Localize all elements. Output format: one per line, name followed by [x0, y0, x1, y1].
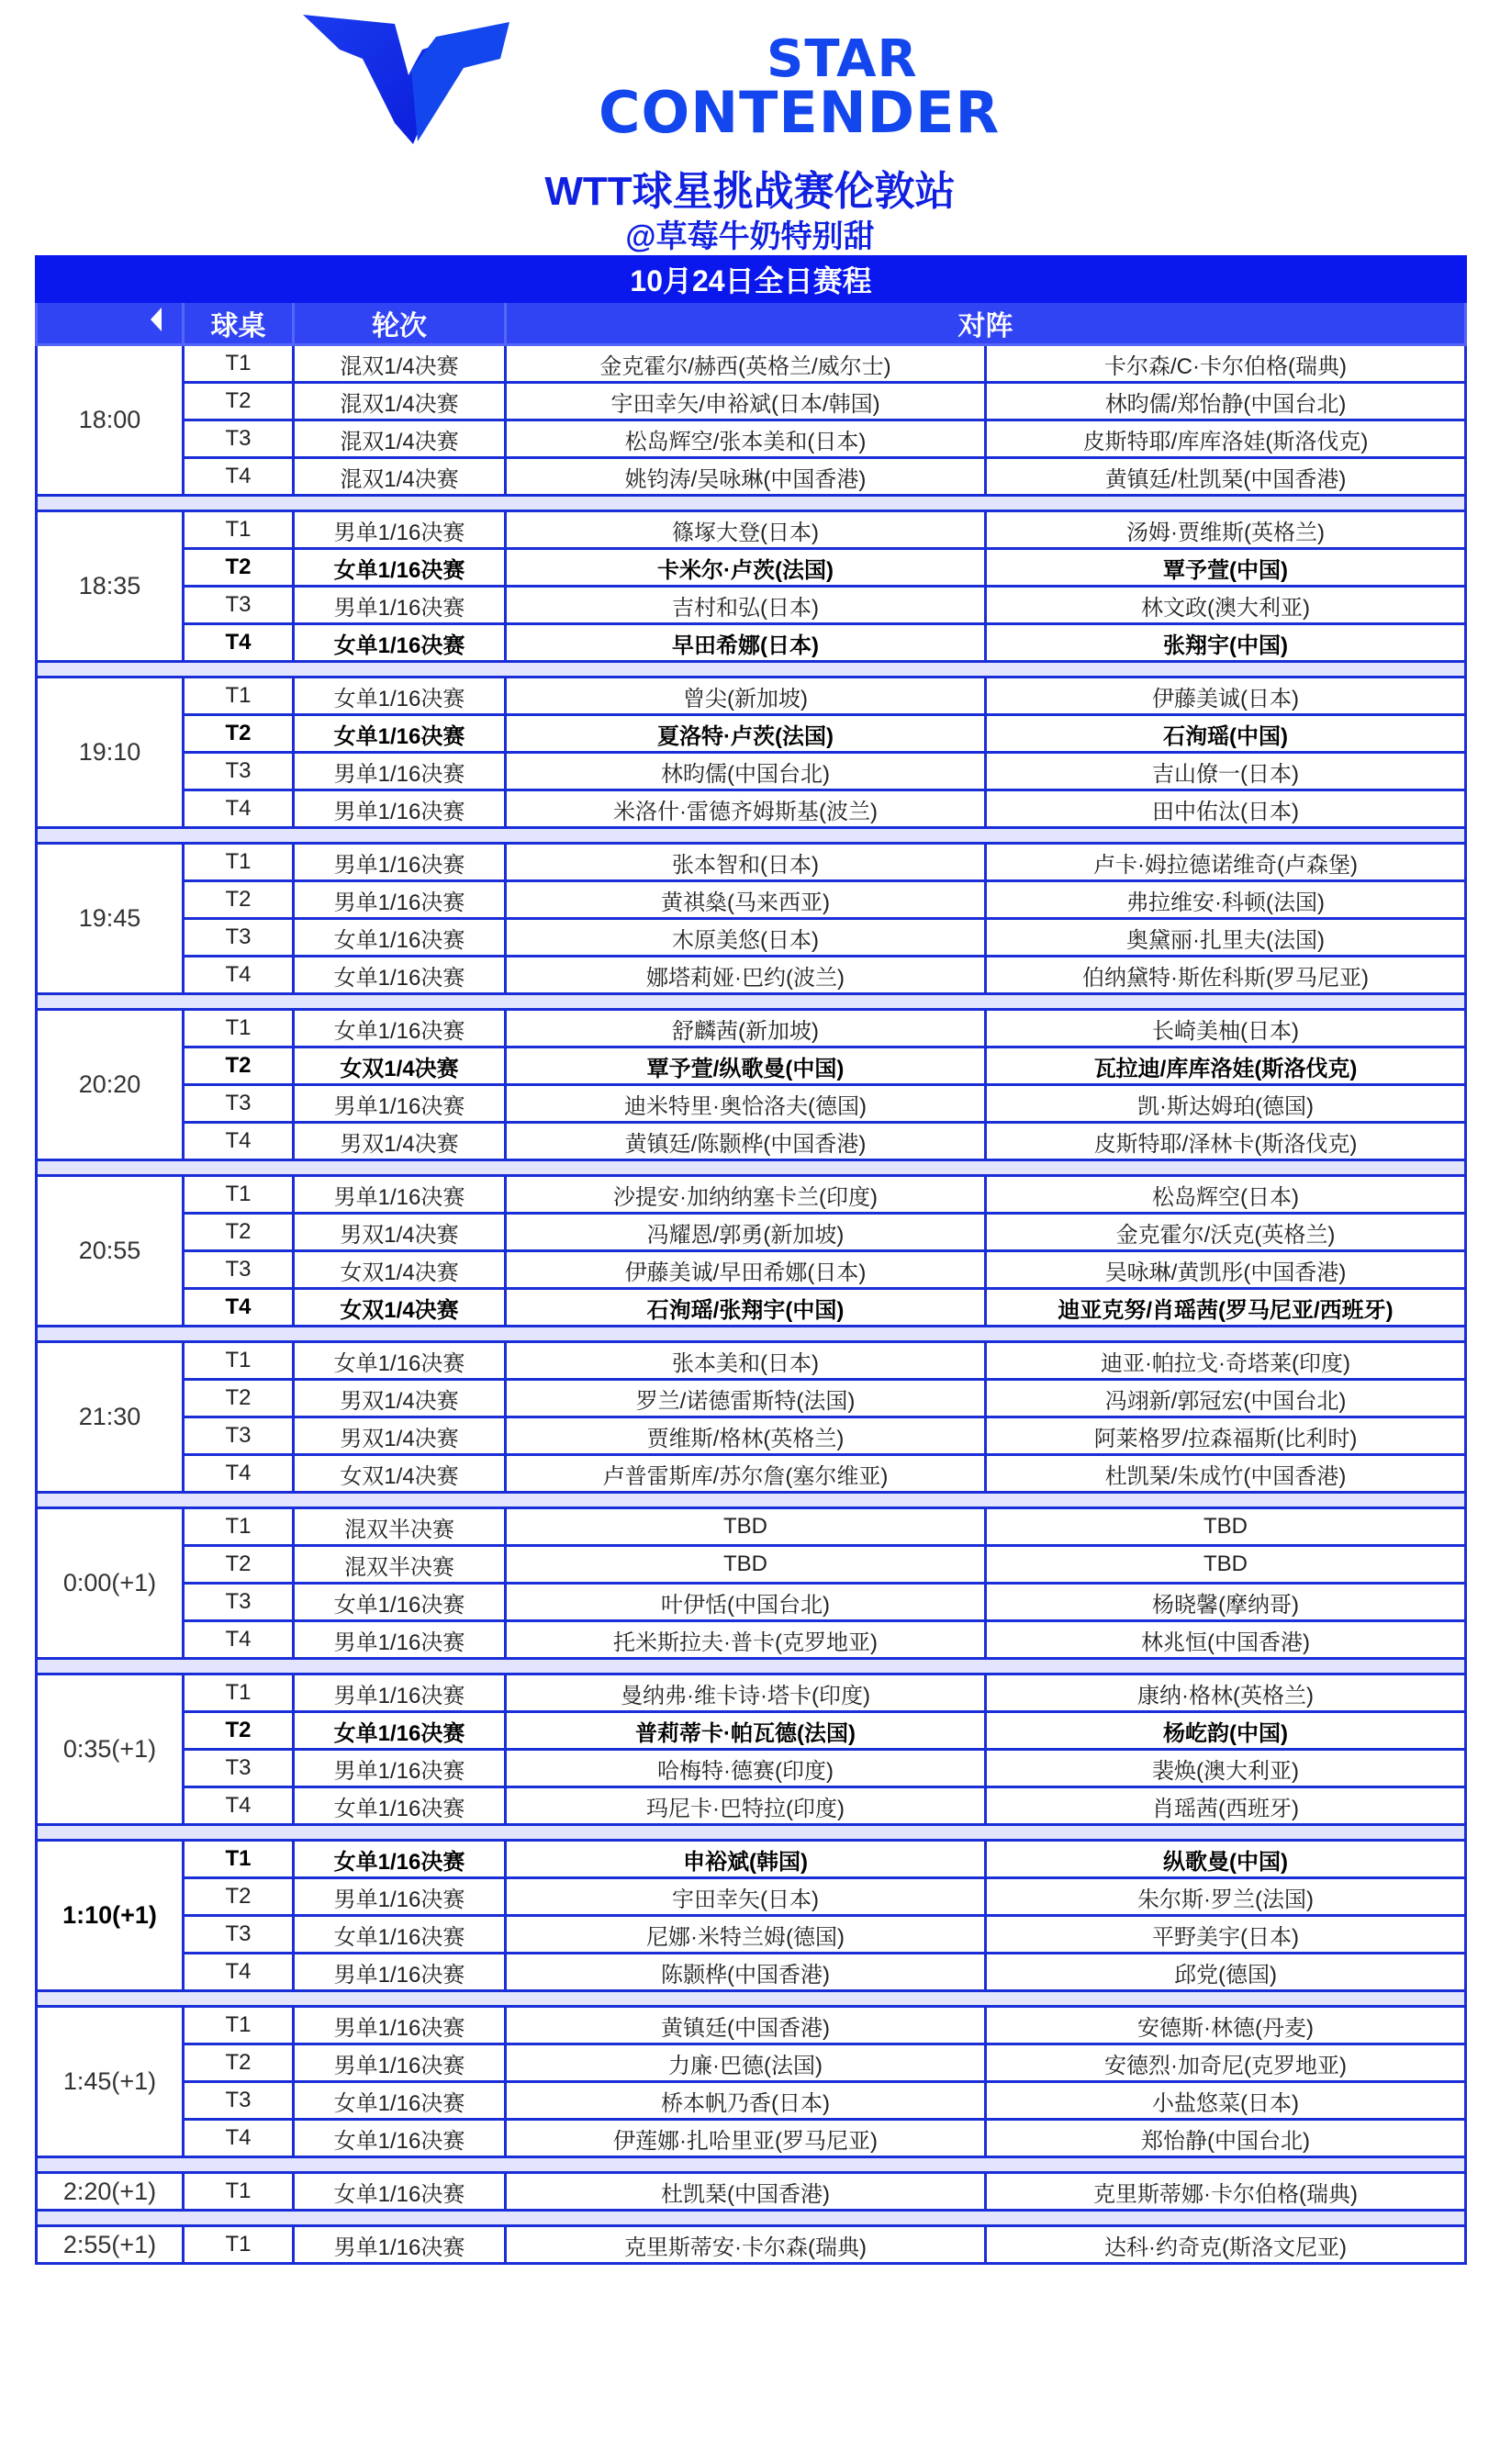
table-number: T1: [184, 678, 294, 715]
round: 女单1/16决赛: [294, 2120, 506, 2157]
match-row: [37, 844, 1466, 881]
table-number: T2: [184, 881, 294, 919]
round: 混双1/4决赛: [294, 458, 506, 496]
player-1: 吉村和弘(日本): [506, 587, 986, 624]
player-1: TBD: [506, 1508, 986, 1546]
match-row: [37, 2226, 1466, 2264]
table-number: T1: [184, 844, 294, 881]
match-row: [37, 753, 1466, 790]
group-separator: [37, 2211, 1466, 2226]
round: 女双1/4决赛: [294, 1251, 506, 1289]
round: 男双1/4决赛: [294, 1380, 506, 1417]
separator-cell: [37, 662, 1466, 678]
player-1: 陈颢桦(中国香港): [506, 1954, 986, 1991]
group-separator: [37, 1327, 1466, 1342]
player-1: 罗兰/诺德雷斯特(法国): [506, 1380, 986, 1417]
round: 女单1/16决赛: [294, 1712, 506, 1750]
round: 男双1/4决赛: [294, 1123, 506, 1160]
match-row: [37, 1455, 1466, 1493]
group-separator: [37, 2157, 1466, 2173]
table-number: T4: [184, 624, 294, 662]
table-number: T2: [184, 549, 294, 587]
match-row: [37, 2082, 1466, 2120]
round: 女单1/16决赛: [294, 1010, 506, 1047]
match-row: [37, 1010, 1466, 1047]
player-2: 郑怡静(中国台北): [986, 2120, 1466, 2157]
time-slot: 18:00: [37, 345, 184, 496]
table-number: T2: [184, 2044, 294, 2082]
schedule-title: 10月24日全日赛程: [37, 257, 1466, 302]
group-separator: [37, 1991, 1466, 2007]
round: 男单1/16决赛: [294, 753, 506, 790]
match-row: [37, 2120, 1466, 2157]
time-slot: 1:10(+1): [37, 1841, 184, 1991]
round: 混双1/4决赛: [294, 420, 506, 458]
player-1: 托米斯拉夫·普卡(克罗地亚): [506, 1621, 986, 1659]
player-2: 金克霍尔/沃克(英格兰): [986, 1214, 1466, 1251]
table-number: T4: [184, 1123, 294, 1160]
table-number: T2: [184, 1047, 294, 1085]
player-2: 阿莱格罗/拉森福斯(比利时): [986, 1417, 1466, 1455]
time-slot: 0:00(+1): [37, 1508, 184, 1659]
player-1: 黄镇廷/陈颢桦(中国香港): [506, 1123, 986, 1160]
player-2: 裴焕(澳大利亚): [986, 1750, 1466, 1787]
player-1: 伊藤美诚/早田希娜(日本): [506, 1251, 986, 1289]
time-slot: 1:45(+1): [37, 2007, 184, 2157]
match-row: [37, 1289, 1466, 1327]
match-row: [37, 2173, 1466, 2211]
separator-cell: [37, 828, 1466, 844]
table-number: T1: [184, 1342, 294, 1380]
table-number: T1: [184, 2007, 294, 2044]
round: 男单1/16决赛: [294, 790, 506, 828]
player-1: 石洵瑶/张翔宇(中国): [506, 1289, 986, 1327]
player-2: 朱尔斯·罗兰(法国): [986, 1878, 1466, 1916]
player-2: 瓦拉迪/库库洛娃(斯洛伐克): [986, 1047, 1466, 1085]
table-number: T4: [184, 458, 294, 496]
player-2: 冯翊新/郭冠宏(中国台北): [986, 1380, 1466, 1417]
player-2: 石洵瑶(中国): [986, 715, 1466, 753]
collapse-arrow-header[interactable]: [37, 302, 184, 345]
separator-cell: [37, 496, 1466, 511]
player-1: 米洛什·雷德齐姆斯基(波兰): [506, 790, 986, 828]
round: 男单1/16决赛: [294, 1621, 506, 1659]
round: 混双半决赛: [294, 1546, 506, 1584]
group-separator: [37, 1825, 1466, 1841]
player-1: 曼纳弗·维卡诗·塔卡(印度): [506, 1674, 986, 1712]
player-2: 纵歌曼(中国): [986, 1841, 1466, 1878]
player-2: 伊藤美诚(日本): [986, 678, 1466, 715]
table-number: T1: [184, 2226, 294, 2264]
table-number: T3: [184, 1085, 294, 1123]
player-1: 曾尖(新加坡): [506, 678, 986, 715]
group-separator: [37, 1659, 1466, 1674]
round: 女单1/16决赛: [294, 1584, 506, 1621]
group-separator: [37, 828, 1466, 844]
table-number: T3: [184, 420, 294, 458]
table-number: T2: [184, 1214, 294, 1251]
round: 女双1/4决赛: [294, 1289, 506, 1327]
round: 男单1/16决赛: [294, 2044, 506, 2082]
match-row: [37, 1674, 1466, 1712]
player-2: 松岛辉空(日本): [986, 1176, 1466, 1214]
match-row: [37, 1417, 1466, 1455]
match-row: [37, 1712, 1466, 1750]
table-number: T2: [184, 715, 294, 753]
time-slot: 2:20(+1): [37, 2173, 184, 2211]
player-2: 汤姆·贾维斯(英格兰): [986, 511, 1466, 549]
table-number: T4: [184, 2120, 294, 2157]
player-2: 覃予萱(中国): [986, 549, 1466, 587]
group-separator: [37, 496, 1466, 511]
player-2: 林文政(澳大利亚): [986, 587, 1466, 624]
match-row: [37, 1047, 1466, 1085]
player-1: 力廉·巴德(法国): [506, 2044, 986, 2082]
time-slot: 20:20: [37, 1010, 184, 1160]
player-1: 克里斯蒂安·卡尔森(瑞典): [506, 2226, 986, 2264]
table-number: T2: [184, 1380, 294, 1417]
player-1: 覃予萱/纵歌曼(中国): [506, 1047, 986, 1085]
separator-cell: [37, 2157, 1466, 2173]
separator-cell: [37, 1493, 1466, 1508]
player-2: 林兆恒(中国香港): [986, 1621, 1466, 1659]
player-1: 卡米尔·卢茨(法国): [506, 549, 986, 587]
match-row: [37, 1380, 1466, 1417]
player-1: 张本智和(日本): [506, 844, 986, 881]
table-number: T2: [184, 1546, 294, 1584]
table-number: T3: [184, 1750, 294, 1787]
match-row: [37, 1342, 1466, 1380]
round: 男单1/16决赛: [294, 2226, 506, 2264]
player-1: 林昀儒(中国台北): [506, 753, 986, 790]
player-1: 宇田幸矢/申裕斌(日本/韩国): [506, 383, 986, 420]
player-2: 小盐悠菜(日本): [986, 2082, 1466, 2120]
round: 混双1/4决赛: [294, 345, 506, 383]
match-row: [37, 1123, 1466, 1160]
time-slot: 18:35: [37, 511, 184, 662]
table-number: T3: [184, 1417, 294, 1455]
player-2: 卢卡·姆拉德诺维奇(卢森堡): [986, 844, 1466, 881]
table-number: T2: [184, 1878, 294, 1916]
player-2: 凯·斯达姆珀(德国): [986, 1085, 1466, 1123]
round: 女单1/16决赛: [294, 715, 506, 753]
match-row: [37, 511, 1466, 549]
match-row: [37, 420, 1466, 458]
player-2: 卡尔森/C·卡尔伯格(瑞典): [986, 345, 1466, 383]
player-2: 奥黛丽·扎里夫(法国): [986, 919, 1466, 957]
table-number: T1: [184, 345, 294, 383]
match-row: [37, 1621, 1466, 1659]
player-1: 舒麟茜(新加坡): [506, 1010, 986, 1047]
group-separator: [37, 662, 1466, 678]
player-2: 杨晓馨(摩纳哥): [986, 1584, 1466, 1621]
match-row: [37, 919, 1466, 957]
time-slot: 0:35(+1): [37, 1674, 184, 1825]
round: 男双1/4决赛: [294, 1214, 506, 1251]
player-1: 黄镇廷(中国香港): [506, 2007, 986, 2044]
group-separator: [37, 1160, 1466, 1176]
player-2: 田中佑汰(日本): [986, 790, 1466, 828]
player-2: 杨屹韵(中国): [986, 1712, 1466, 1750]
table-number: T4: [184, 1621, 294, 1659]
table-number: T1: [184, 511, 294, 549]
match-row: [37, 1584, 1466, 1621]
match-row: [37, 383, 1466, 420]
round: 男单1/16决赛: [294, 844, 506, 881]
round: 男单1/16决赛: [294, 511, 506, 549]
table-number: T4: [184, 1787, 294, 1825]
round: 男单1/16决赛: [294, 1176, 506, 1214]
match-row: [37, 957, 1466, 994]
table-number: T1: [184, 1674, 294, 1712]
header-round: 轮次: [294, 302, 506, 345]
player-2: 黄镇廷/杜凯琹(中国香港): [986, 458, 1466, 496]
round: 男单1/16决赛: [294, 1085, 506, 1123]
match-row: [37, 881, 1466, 919]
player-2: 吉山僚一(日本): [986, 753, 1466, 790]
match-row: [37, 1508, 1466, 1546]
table-number: T1: [184, 1176, 294, 1214]
match-row: [37, 1085, 1466, 1123]
match-row: [37, 1214, 1466, 1251]
round: 男单1/16决赛: [294, 881, 506, 919]
match-row: [37, 1954, 1466, 1991]
separator-cell: [37, 1160, 1466, 1176]
player-2: 康纳·格林(英格兰): [986, 1674, 1466, 1712]
header-matchup: 对阵: [506, 302, 1466, 345]
player-1: 娜塔莉娅·巴约(波兰): [506, 957, 986, 994]
player-2: 吴咏琳/黄凯彤(中国香港): [986, 1251, 1466, 1289]
match-row: [37, 2007, 1466, 2044]
player-2: 迪亚·帕拉戈·奇塔莱(印度): [986, 1342, 1466, 1380]
player-2: 长崎美柚(日本): [986, 1010, 1466, 1047]
round: 男单1/16决赛: [294, 1750, 506, 1787]
round: 男单1/16决赛: [294, 587, 506, 624]
player-1: 叶伊恬(中国台北): [506, 1584, 986, 1621]
player-1: 贾维斯/格林(英格兰): [506, 1417, 986, 1455]
player-1: 伊莲娜·扎哈里亚(罗马尼亚): [506, 2120, 986, 2157]
time-slot: 2:55(+1): [37, 2226, 184, 2264]
round: 女单1/16决赛: [294, 624, 506, 662]
player-1: 松岛辉空/张本美和(日本): [506, 420, 986, 458]
header-table: 球桌: [184, 302, 294, 345]
round: 女单1/16决赛: [294, 1916, 506, 1954]
player-2: 伯纳黛特·斯佐科斯(罗马尼亚): [986, 957, 1466, 994]
player-2: 杜凯琹/朱成竹(中国香港): [986, 1455, 1466, 1493]
table-number: T2: [184, 383, 294, 420]
table-number: T1: [184, 1508, 294, 1546]
player-1: 金克霍尔/赫西(英格兰/威尔士): [506, 345, 986, 383]
separator-cell: [37, 2211, 1466, 2226]
player-1: 申裕斌(韩国): [506, 1841, 986, 1878]
match-row: [37, 715, 1466, 753]
player-1: 姚钧涛/吴咏琳(中国香港): [506, 458, 986, 496]
player-2: TBD: [986, 1546, 1466, 1584]
table-number: T1: [184, 1010, 294, 1047]
group-separator: [37, 1493, 1466, 1508]
player-1: 宇田幸矢(日本): [506, 1878, 986, 1916]
round: 男单1/16决赛: [294, 1674, 506, 1712]
table-number: T3: [184, 919, 294, 957]
logo-v-wing: [411, 22, 509, 141]
player-1: 迪米特里·奥恰洛夫(德国): [506, 1085, 986, 1123]
table-number: T2: [184, 1712, 294, 1750]
table-number: T3: [184, 2082, 294, 2120]
table-number: T3: [184, 753, 294, 790]
round: 混双1/4决赛: [294, 383, 506, 420]
time-slot: 21:30: [37, 1342, 184, 1493]
time-slot: 20:55: [37, 1176, 184, 1327]
separator-cell: [37, 994, 1466, 1010]
table-number: T3: [184, 1251, 294, 1289]
player-2: 克里斯蒂娜·卡尔伯格(瑞典): [986, 2173, 1466, 2211]
table-number: T1: [184, 2173, 294, 2211]
player-2: 安德斯·林德(丹麦): [986, 2007, 1466, 2044]
match-row: [37, 549, 1466, 587]
round: 女单1/16决赛: [294, 1342, 506, 1380]
player-1: 沙提安·加纳纳塞卡兰(印度): [506, 1176, 986, 1214]
time-slot: 19:10: [37, 678, 184, 828]
player-1: 篠塚大登(日本): [506, 511, 986, 549]
player-2: TBD: [986, 1508, 1466, 1546]
match-row: [37, 2044, 1466, 2082]
arrow-left-icon: [151, 308, 162, 331]
player-2: 邱党(德国): [986, 1954, 1466, 1991]
match-row: [37, 1546, 1466, 1584]
round: 男双1/4决赛: [294, 1417, 506, 1455]
player-2: 弗拉维安·科顿(法国): [986, 881, 1466, 919]
player-1: 黄祺燊(马来西亚): [506, 881, 986, 919]
player-2: 达科·约奇克(斯洛文尼亚): [986, 2226, 1466, 2264]
round: 女单1/16决赛: [294, 2173, 506, 2211]
player-1: 卢普雷斯库/苏尔詹(塞尔维亚): [506, 1455, 986, 1493]
round: 女单1/16决赛: [294, 957, 506, 994]
match-row: [37, 1916, 1466, 1954]
player-1: 普莉蒂卡·帕瓦德(法国): [506, 1712, 986, 1750]
round: 男单1/16决赛: [294, 1878, 506, 1916]
player-1: 玛尼卡·巴特拉(印度): [506, 1787, 986, 1825]
round: 女单1/16决赛: [294, 919, 506, 957]
separator-cell: [37, 1825, 1466, 1841]
match-row: [37, 1251, 1466, 1289]
round: 女双1/4决赛: [294, 1047, 506, 1085]
player-2: 安德烈·加奇尼(克罗地亚): [986, 2044, 1466, 2082]
player-2: 平野美宇(日本): [986, 1916, 1466, 1954]
table-number: T1: [184, 1841, 294, 1878]
round: 男单1/16决赛: [294, 1954, 506, 1991]
player-2: 皮斯特耶/库库洛娃(斯洛伐克): [986, 420, 1466, 458]
table-number: T4: [184, 1455, 294, 1493]
round: 男单1/16决赛: [294, 2007, 506, 2044]
player-1: 桥本帆乃香(日本): [506, 2082, 986, 2120]
player-1: 张本美和(日本): [506, 1342, 986, 1380]
player-1: 早田希娜(日本): [506, 624, 986, 662]
separator-cell: [37, 1327, 1466, 1342]
table-number: T4: [184, 1954, 294, 1991]
player-2: 张翔宇(中国): [986, 624, 1466, 662]
round: 混双半决赛: [294, 1508, 506, 1546]
page-title: WTT球星挑战赛伦敦站: [544, 169, 956, 214]
match-row: [37, 1878, 1466, 1916]
player-1: 哈梅特·德赛(印度): [506, 1750, 986, 1787]
player-1: 尼娜·米特兰姆(德国): [506, 1916, 986, 1954]
logo-contender-text: CONTENDER: [599, 79, 1001, 146]
player-1: 冯耀恩/郭勇(新加坡): [506, 1214, 986, 1251]
match-row: [37, 587, 1466, 624]
table-number: T4: [184, 790, 294, 828]
match-row: [37, 624, 1466, 662]
round: 女单1/16决赛: [294, 1787, 506, 1825]
player-2: 林昀儒/郑怡静(中国台北): [986, 383, 1466, 420]
player-1: 木原美悠(日本): [506, 919, 986, 957]
schedule-table: [35, 255, 1467, 2265]
player-1: 杜凯琹(中国香港): [506, 2173, 986, 2211]
match-row: [37, 678, 1466, 715]
match-row: [37, 790, 1466, 828]
player-1: 夏洛特·卢茨(法国): [506, 715, 986, 753]
match-row: [37, 1787, 1466, 1825]
table-number: T3: [184, 1916, 294, 1954]
player-2: 皮斯特耶/泽林卡(斯洛伐克): [986, 1123, 1466, 1160]
separator-cell: [37, 1659, 1466, 1674]
group-separator: [37, 994, 1466, 1010]
separator-cell: [37, 1991, 1466, 2007]
round: 女单1/16决赛: [294, 549, 506, 587]
player-2: 迪亚克努/肖瑶茜(罗马尼亚/西班牙): [986, 1289, 1466, 1327]
logo-star-text: STAR: [767, 29, 918, 89]
table-number: T4: [184, 957, 294, 994]
author-handle: @草莓牛奶特别甜: [625, 219, 875, 254]
round: 女单1/16决赛: [294, 2082, 506, 2120]
table-number: T3: [184, 587, 294, 624]
round: 女单1/16决赛: [294, 678, 506, 715]
player-2: 肖瑶茜(西班牙): [986, 1787, 1466, 1825]
time-slot: 19:45: [37, 844, 184, 994]
table-number: T3: [184, 1584, 294, 1621]
match-row: [37, 1841, 1466, 1878]
match-row: [37, 345, 1466, 383]
round: 女双1/4决赛: [294, 1455, 506, 1493]
match-row: [37, 1750, 1466, 1787]
table-number: T4: [184, 1289, 294, 1327]
match-row: [37, 1176, 1466, 1214]
player-1: TBD: [506, 1546, 986, 1584]
round: 女单1/16决赛: [294, 1841, 506, 1878]
match-row: [37, 458, 1466, 496]
